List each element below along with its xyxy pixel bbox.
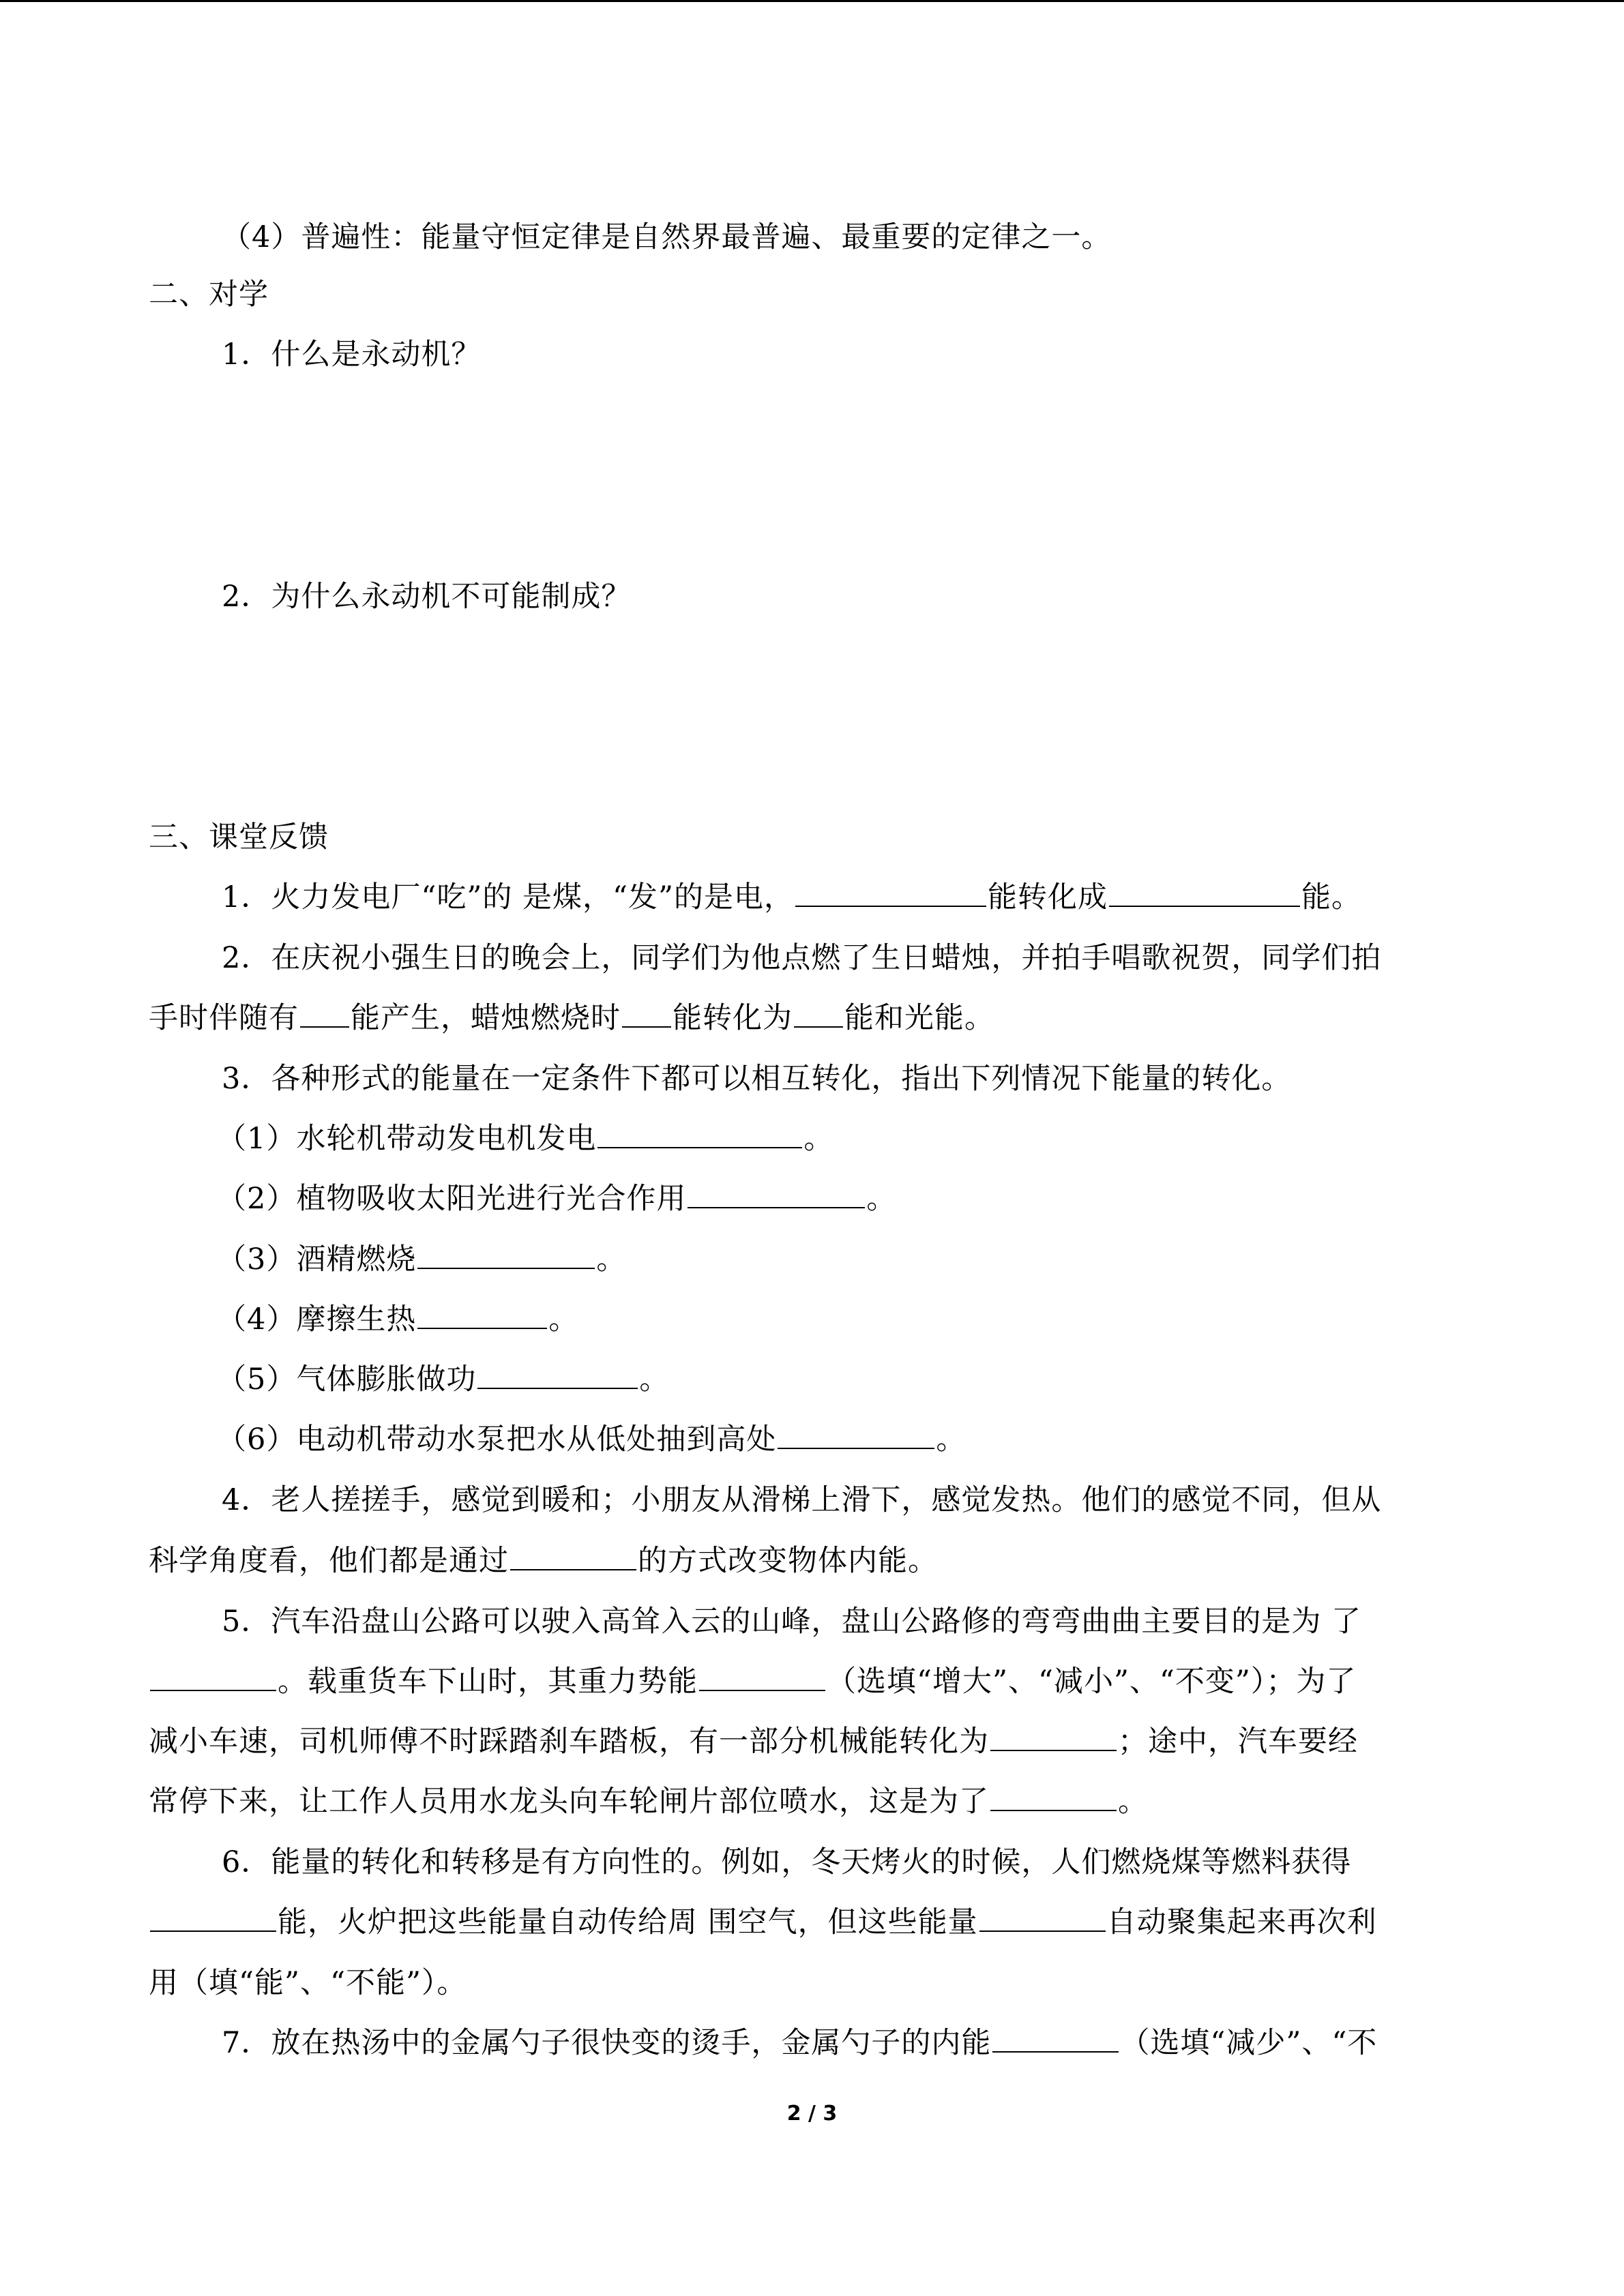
answer-blank[interactable]: [778, 1419, 934, 1449]
q3-item-5: （5）气体膨胀做功 。: [217, 1359, 669, 1400]
section-heading: 二、对学: [149, 278, 269, 312]
answer-blank[interactable]: [794, 998, 843, 1028]
section-heading: 三、课堂反馈: [149, 820, 329, 854]
question-2: 2．为什么永动机不可能制成？: [222, 580, 632, 614]
feedback-q1: 1．火力发电厂“吃”的 是煤，“发”的是电， 能转化成 能。: [222, 877, 1361, 918]
text-line: （4）普遍性：能量守恒定律是自然界最普遍、最重要的定律之一。: [222, 220, 1112, 254]
answer-blank[interactable]: [699, 1661, 825, 1691]
answer-blank[interactable]: [979, 1902, 1106, 1932]
answer-blank[interactable]: [992, 2023, 1119, 2053]
feedback-q6: 6．能量的转化和转移是有方向性的。例如，冬天烤火的时候，人们燃烧煤等燃料获得: [222, 1845, 1352, 1879]
question-1: 1．什么是永动机？: [222, 338, 482, 372]
q3-item-6: （6）电动机带动水泵把水从低处抽到高处 。: [217, 1419, 966, 1460]
feedback-q6-cont: 用（填“能”、“不能”）。: [149, 1966, 467, 2000]
feedback-q5-cont: 。载重货车下山时，其重力势能 （选填“增大”、“减小”、“不变”）；为了: [149, 1661, 1356, 1702]
q3-item-2: （2）植物吸收太阳光进行光合作用 。: [217, 1178, 896, 1219]
answer-blank[interactable]: [510, 1540, 636, 1570]
answer-blank[interactable]: [150, 1661, 276, 1691]
answer-blank[interactable]: [990, 1781, 1117, 1811]
feedback-q7: 7．放在热汤中的金属勺子很快变的烫手，金属勺子的内能 （选填“减少”、“不: [222, 2023, 1377, 2063]
answer-blank[interactable]: [795, 877, 986, 907]
answer-blank[interactable]: [150, 1902, 276, 1932]
page-number: 2 / 3: [786, 2102, 838, 2126]
q3-item-1: （1）水轮机带动发电机发电 。: [217, 1118, 833, 1159]
answer-blank[interactable]: [622, 998, 671, 1028]
feedback-q4: 4．老人搓搓手，感觉到暖和；小朋友从滑梯上滑下，感觉发热。他们的感觉不同，但从: [222, 1483, 1382, 1517]
feedback-q2: 2．在庆祝小强生日的晚会上，同学们为他点燃了生日蜡烛，并拍手唱歌祝贺，同学们拍: [222, 941, 1382, 975]
feedback-q6-cont: 能，火炉把这些能量自动传给周 围空气，但这些能量 自动聚集起来再次利: [149, 1902, 1377, 1943]
answer-blank[interactable]: [300, 998, 349, 1028]
feedback-q5-cont: 减小车速，司机师傅不时踩踏刹车踏板，有一部分机械能转化为 ；途中，汽车要经: [149, 1721, 1358, 1762]
answer-blank[interactable]: [990, 1721, 1117, 1751]
feedback-q5-cont: 常停下来，让工作人员用水龙头向车轮闸片部位喷水，这是为了 。: [149, 1781, 1148, 1822]
feedback-q4-cont: 科学角度看，他们都是通过 的方式改变物体内能。: [149, 1540, 938, 1581]
feedback-q2-cont: 手时伴随有 能产生，蜡烛燃烧时 能转化为 能和光能。: [149, 998, 994, 1039]
q3-item-4: （4）摩擦生热 。: [217, 1299, 578, 1340]
answer-blank[interactable]: [688, 1178, 865, 1208]
answer-blank[interactable]: [417, 1299, 547, 1329]
answer-blank[interactable]: [417, 1239, 595, 1269]
feedback-q5: 5．汽车沿盘山公路可以驶入高耸入云的山峰，盘山公路修的弯弯曲曲主要目的是为 了: [222, 1605, 1362, 1639]
q3-item-3: （3）酒精燃烧 。: [217, 1239, 626, 1280]
answer-blank[interactable]: [1109, 877, 1300, 907]
page-top-border: [0, 0, 1624, 2]
feedback-q3: 3．各种形式的能量在一定条件下都可以相互转化，指出下列情况下能量的转化。: [222, 1062, 1292, 1096]
answer-blank[interactable]: [597, 1118, 802, 1148]
answer-blank[interactable]: [477, 1359, 638, 1389]
